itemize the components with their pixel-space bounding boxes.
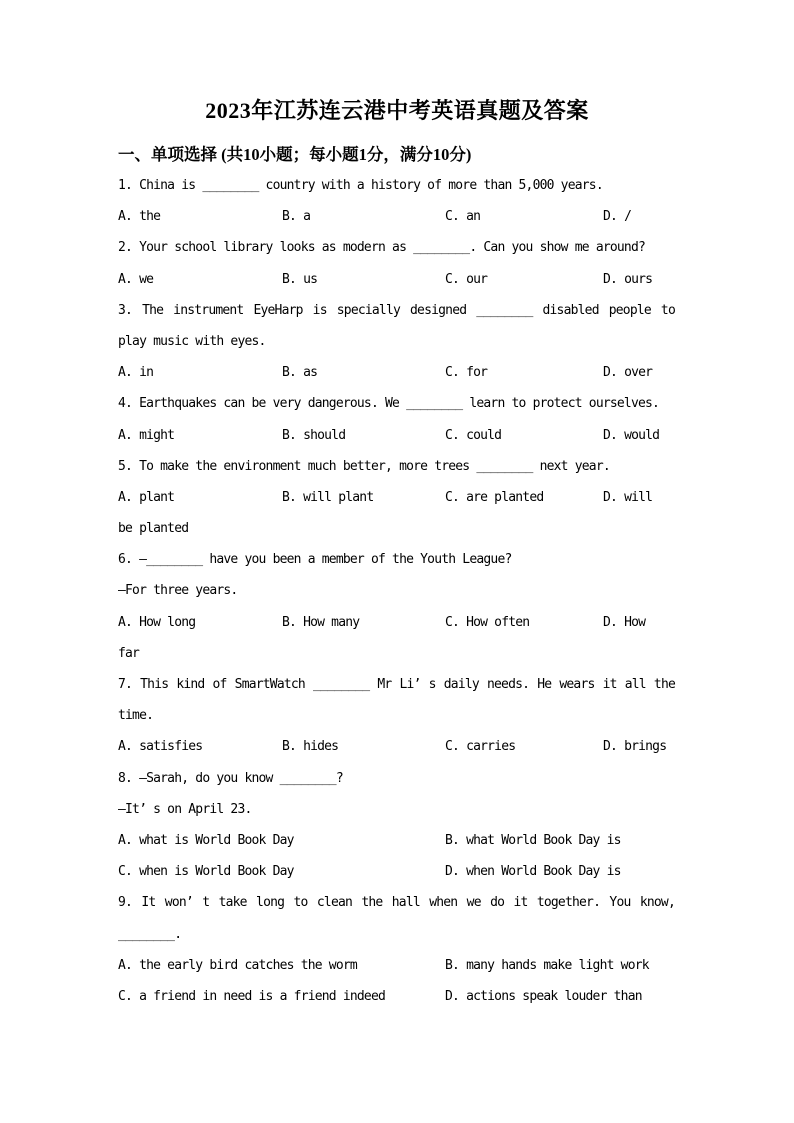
options-row [118,950,675,981]
options-row [118,357,675,388]
option-cell: B. many hands make light work [445,957,649,973]
option-cell: D. will [603,489,653,505]
options-row [118,731,675,762]
option-cell: C. our [445,271,488,287]
option-cell: A. might [118,427,175,443]
option-cell: D. actions speak louder than [445,988,642,1004]
text-line: 4. Earthquakes can be very dangerous. We ________ learn to protect ourselves. [118,396,660,412]
option-cell: B. as [282,365,318,381]
option-cell: A. satisfies [118,739,203,755]
option-cell: C. How often [445,614,530,630]
document-body [118,170,675,1012]
text-line: 3. The instrument EyeHarp is specially designed ________ disabled people to [118,302,675,318]
options-row [118,201,675,232]
text-line: 2. Your school library looks as modern as ________. Can you show me around? [118,240,646,256]
text-line: —It’ s on April 23. [118,801,252,817]
option-cell: C. carries [445,739,516,755]
option-cell: D. over [603,365,653,381]
option-cell: A. How long [118,614,196,630]
options-row [118,264,675,295]
options-row [118,420,675,451]
document-title: 2023年江苏连云港中考英语真题及答案 [205,98,589,123]
option-cell: D. would [603,427,660,443]
text-line: be planted [118,521,189,537]
option-cell: C. when is World Book Day [118,864,294,880]
text-line: 8. —Sarah, do you know ________? [118,770,343,786]
option-cell: A. in [118,365,154,381]
text-line: far [118,645,140,661]
option-cell: A. plant [118,489,175,505]
option-cell: B. what World Book Day is [445,832,621,848]
text-line: —For three years. [118,583,238,599]
option-cell: B. hides [282,739,339,755]
option-cell: A. the early bird catches the worm [118,957,357,973]
option-cell: A. we [118,271,154,287]
options-row [118,482,675,513]
option-cell: B. us [282,271,318,287]
text-line: play music with eyes. [118,333,266,349]
text-line: 9. It won’ t take long to clean the hall when we do it together. You know, [118,895,675,911]
text-line: time. [118,708,154,724]
option-cell: D. How [603,614,646,630]
text-line: 1. China is ________ country with a history of more than 5,000 years. [118,178,603,193]
option-cell: B. will plant [282,489,374,505]
text-line: 5. To make the environment much better, more trees ________ next year. [118,458,610,474]
option-cell: C. a friend in need is a friend indeed [118,988,386,1004]
option-cell: D. when World Book Day is [445,864,621,880]
options-row [118,825,675,856]
option-cell: C. could [445,427,502,443]
option-cell: B. should [282,427,346,443]
option-cell: A. what is World Book Day [118,832,294,848]
section-heading: 一、单项选择 (共10小题；每小题1分，满分10分) [118,145,472,164]
options-row [118,856,675,887]
text-line: 6. —________ have you been a member of the Youth League? [118,552,512,568]
options-row [118,981,675,1012]
option-cell: C. an [445,209,481,225]
option-cell: D. brings [603,739,667,755]
text-line: ________. [118,926,182,942]
option-cell: D. ours [603,271,653,287]
option-cell: B. a [282,209,311,225]
option-cell: C. for [445,365,488,381]
option-cell: C. are planted [445,489,544,505]
text-line: 7. This kind of SmartWatch ________ Mr Li’ s daily needs. He wears it all the [118,677,675,692]
options-row [118,607,675,638]
option-cell: D. / [603,209,632,225]
option-cell: A. the [118,209,161,225]
option-cell: B. How many [282,614,360,630]
